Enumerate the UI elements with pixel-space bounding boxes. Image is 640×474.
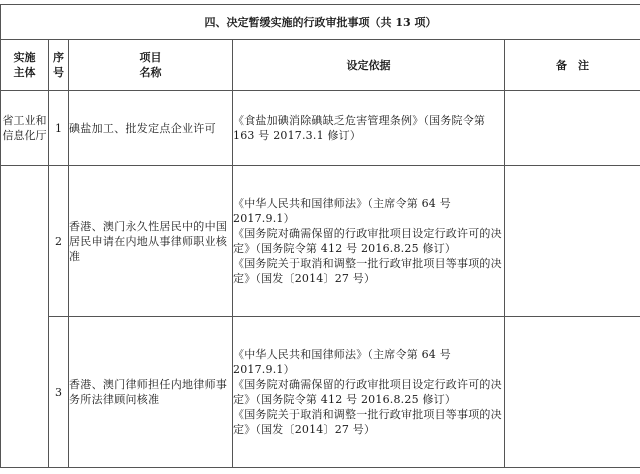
approval-items-table xyxy=(0,4,640,468)
header-row xyxy=(1,40,640,91)
row-number: 3 xyxy=(49,317,69,468)
table-row xyxy=(1,317,640,468)
row-subject: 省工业和信息化厅 xyxy=(1,91,49,166)
header-item: 项目 名称 xyxy=(69,40,233,91)
table-row xyxy=(1,166,640,317)
row-note xyxy=(505,166,640,317)
header-no: 序 号 xyxy=(49,40,69,91)
row-basis: 《食盐加碘消除碘缺乏危害管理条例》（国务院令第 163 号 2017.3.1 修订） xyxy=(233,91,505,166)
row-basis: 《中华人民共和国律师法》（主席令第 64 号 2017.9.1） 《国务院对确需保留的行政审批项目设定行政许可的决定》（国务院令第 412 号 2016.8.25 修订） 《国务院关于取消和调整一批行政审批项目等事项的决定》（国发〔2014〕27 号） xyxy=(233,166,505,317)
row-item: 香港、澳门永久性居民中的中国居民申请在内地从事律师职业核准 xyxy=(69,166,233,317)
row-note xyxy=(505,317,640,468)
header-note: 备 注 xyxy=(505,40,640,91)
row-note xyxy=(505,91,640,166)
header-subject: 实施 主体 xyxy=(1,40,49,91)
row-number: 2 xyxy=(49,166,69,317)
row-number: 1 xyxy=(49,91,69,166)
row-subject xyxy=(1,166,49,468)
row-item: 香港、澳门律师担任内地律师事务所法律顾问核准 xyxy=(69,317,233,468)
row-basis: 《中华人民共和国律师法》（主席令第 64 号 2017.9.1） 《国务院对确需保留的行政审批项目设定行政许可的决定》（国务院令第 412 号 2016.8.25 修订） 《国务院关于取消和调整一批行政审批项目等事项的决定》（国发〔2014〕27 号） xyxy=(233,317,505,468)
table-title: 四、决定暂缓实施的行政审批事项（共 13 项） xyxy=(1,5,640,40)
table-row xyxy=(1,91,640,166)
row-item: 碘盐加工、批发定点企业许可 xyxy=(69,91,233,166)
header-basis: 设定依据 xyxy=(233,40,505,91)
